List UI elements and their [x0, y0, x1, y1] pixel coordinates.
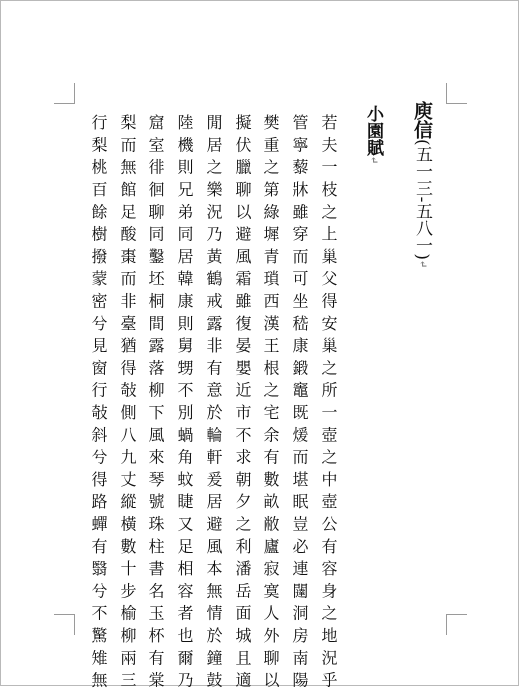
work-title [363, 105, 383, 164]
text-column-9: 行梨桃百餘樹撥蒙密兮見窗行敧斜兮得路蟬有翳兮不驚雉無 [89, 114, 108, 694]
text-column-1: 若夫一枝之上巢父得安巢之所一壺之中壺公有容身之地況乎 [319, 114, 338, 694]
text-column-3: 樊重之第綠墀青瑣西漢王根之宅余有數畝敝廬寂寞人外聊以 [261, 114, 280, 694]
work-title-text: 小園賦 [363, 105, 383, 156]
text-column-8: 梨而無館足酸棗而非臺猶得敧側八九丈縱橫數十步榆柳兩三 [118, 114, 137, 694]
text-column-7: 窟室徘徊聊同鑿坯桐間露落柳下風來琴號珠柱書名玉杯有棠 [146, 114, 165, 694]
paragraph-mark-icon: ↵ [417, 260, 428, 269]
author-years: (五一三-五八一) [412, 139, 432, 261]
author-name: 庾信 [411, 101, 433, 139]
crop-mark-bottom-right [446, 614, 467, 635]
paragraph-mark-icon: ↵ [368, 156, 379, 165]
text-column-4: 擬伏臘聊以避風霜雖復晏嬰近市不求朝夕之利潘岳面城且適 [233, 114, 252, 694]
text-column-2: 管寧藜牀雖穿而可坐嵇康鍛竈既煖而堪眠豈必連闥洞房南陽 [290, 114, 309, 694]
author-heading [411, 101, 433, 268]
crop-mark-bottom-left [54, 614, 75, 635]
text-column-5: 閒居之樂況乃黃鶴戒露非有意於輪軒爰居避風本無情於鐘鼓 [204, 114, 223, 694]
crop-mark-top-right [446, 83, 467, 104]
text-column-6: 陸機則兄弟同居韓康則舅甥不別蝸角蚊睫又足相容者也爾乃 [175, 114, 194, 694]
crop-mark-top-left [54, 83, 75, 104]
